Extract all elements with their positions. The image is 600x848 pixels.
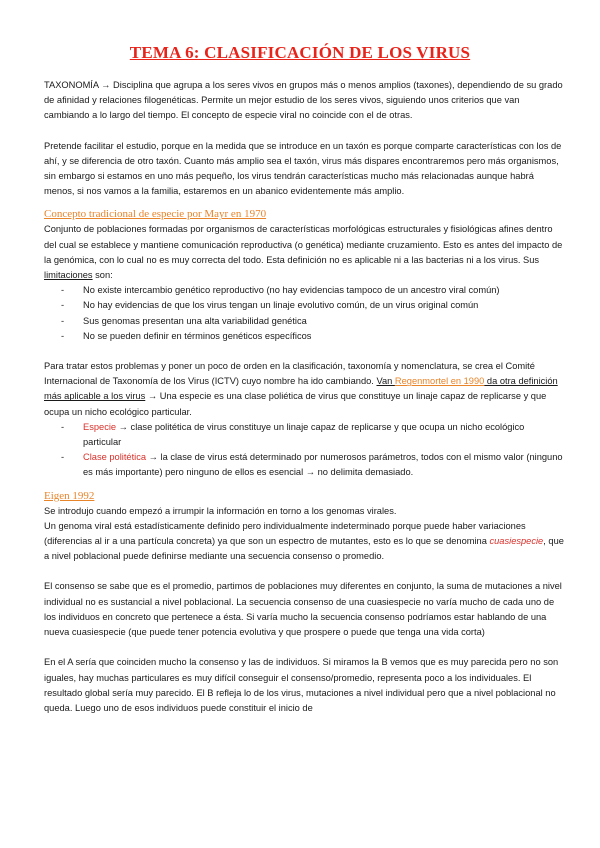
heading-mayr: Concepto tradicional de especie por Mayr en 1970	[44, 208, 267, 221]
paragraph-a-b: En el A sería que coinciden mucho la consenso y las de individuos. Si miramos la B vemos que es muy parecida pero no son iguales, hay muchas particulares es muy difícil conseguir el consenso/promedio, representa poco a los individuales. El resultado global sería muy parecido. El B refleja lo de los virus, mutaciones a nivel individual pero que a nivel poblacional no queda. Luego uno de esos individuos puede constituir el inicio de	[44, 657, 559, 713]
list-item-text: No se pueden definir en términos genéticos específicos	[83, 330, 312, 341]
definition-link-text: da otra definición más aplicable a los virus	[44, 376, 558, 402]
term-clase-politetica: Clase politética	[83, 452, 147, 463]
list-item-text: No hay evidencias de que los virus tengan un linaje evolutivo común, de un virus original común	[83, 300, 479, 311]
list-item	[44, 298, 564, 313]
paragraph-consenso: El consenso se sabe que es el promedio, partimos de poblaciones muy diferentes en conjunto, la suma de mutaciones a nivel individual no es sustancial a nivel poblacional. La secuencia consenso de una cuasiespecie no varía mucho de cada uno de los individuos en concreto que pertenece a ésta. Si varía mucho la secuencia consenso podríamos estar hablando de una nueva cuasiespecie (que puede tener potencia evolutiva y que prospere o puede que tenga una vida corta)	[44, 581, 562, 638]
mayr-text: Conjunto de poblaciones formadas por organismos de características morfológicas estructurales y fisiológicas afines dentro del cual se establece y mantiene comunicación reproductiva (o genética) mediante cruzamiento. Esto es antes del impacto de la genómica, con lo cual no es muy correcta del todo. Esta definición no es aplicable ni a las bacterias ni a los virus. Sus	[44, 224, 563, 265]
paragraph-mayr	[44, 222, 564, 283]
dash-marker: -	[61, 300, 65, 311]
term-especie: Especie	[83, 421, 117, 432]
paragraph-ictv	[44, 359, 564, 420]
cuasiespecie-term: cuasiespecie	[489, 536, 544, 547]
ictv-text: Para tratar estos problemas y poner un poco de orden en la clasificación, taxonomía y nomenclatura, se crea el Comité Internacional de Taxonomía de los Virus (ICTV) cuyo nombre ha ido cambiando.	[44, 361, 535, 387]
list-item	[44, 420, 564, 450]
document-body	[44, 78, 564, 716]
paragraph-taxonomia: TAXONOMÍA → Disciplina que agrupa a los seres vivos en grupos más o menos amplios (taxones), dependiendo de su grado de afinidad y relaciones filogenéticas. Permite un mejor estudio de los seres vivos, siguiendo unos criterios que van cambiando a lo largo del tiempo. El concepto de especie viral no coincide con el de otras.	[44, 80, 563, 121]
heading-eigen: Eigen 1992	[44, 489, 95, 502]
page-title: TEMA 6: CLASIFICACIÓN DE LOS VIRUS	[129, 43, 471, 62]
definition-text: → clase politética de virus constituye un linaje capaz de replicarse y que ocupa un nicho ecológico particular	[83, 421, 525, 448]
limitaciones-text: limitaciones	[44, 270, 93, 281]
mayr-text-end: son:	[92, 270, 113, 281]
ictv-text-end: → Una especie es una clase poliética de virus que constituye un linaje capaz de replicarse y que ocupa un nicho ecológico particular.	[44, 391, 547, 417]
dash-marker: -	[61, 330, 65, 341]
genoma-text-end: , que a nivel poblacional puede definirse mediante una secuencia consenso o promedio.	[44, 536, 564, 562]
dash-marker: -	[61, 421, 65, 432]
limitations-list	[44, 283, 564, 344]
paragraph-taxon: Pretende facilitar el estudio, porque en la medida que se introduce en un taxón es porque comparte características con los de ahí, y se diferencia de otro taxón. Cuanto más amplio sea el taxón, virus más dispares encontraremos pero más organismos, sin embargo si estamos en uno más pequeño, los virus tendrán características mucho más relacionadas aunque habrá menos, si nos vamos a la familia, estaremos en un abanico evidentemente más amplio.	[44, 140, 562, 197]
list-item-text: Sus genomas presentan una alta variabilidad genética	[83, 315, 307, 326]
list-item-text: No existe intercambio genético reproductivo (no hay evidencias tampoco de un ancestro viral común)	[83, 285, 500, 296]
list-item	[44, 329, 564, 344]
paragraph-eigen-intro: Se introdujo cuando empezó a irrumpir la información en torno a los genomas virales.	[44, 505, 397, 516]
list-item	[44, 283, 564, 298]
regenmortel-text: Regenmortel en 1990	[394, 376, 485, 387]
paragraph-cuasiespecie	[44, 519, 564, 565]
list-item	[44, 450, 564, 480]
list-item	[44, 314, 564, 329]
dash-marker: -	[61, 315, 65, 326]
genoma-text: Un genoma viral está estadísticamente definido pero individualmente indeterminado porque puede haber variaciones (diferencias al ir a una partícula concreta) ya que son un espectro de mutantes, esto es lo que se denomina	[44, 520, 526, 547]
dash-marker: -	[61, 285, 65, 296]
definition-text: → la clase de virus está determinado por numerosos parámetros, todos con el mismo valor (ninguno es más importante) pero ninguno de ellos es esencial → no delimita demasiado.	[83, 452, 563, 478]
van-text: Van	[376, 376, 395, 387]
dash-marker: -	[61, 452, 65, 463]
definitions-list	[44, 420, 564, 481]
